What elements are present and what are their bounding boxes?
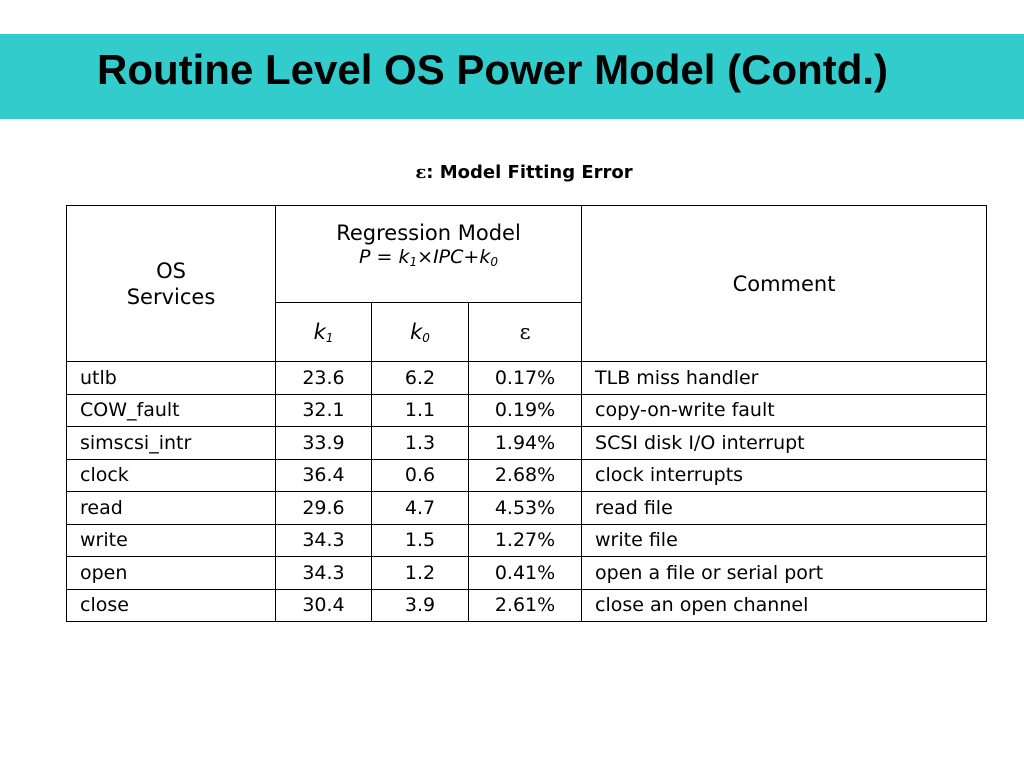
service-cell: open [67,557,276,590]
table-row [67,459,987,492]
formula-mid: ×IPC+k [417,246,491,268]
comment-cell: open a file or serial port [582,557,987,590]
service-cell: simscsi_intr [67,427,276,460]
service-cell: close [67,589,276,622]
k0-cell: 0.6 [372,459,469,492]
k0-base: k [410,319,423,344]
formula-sub-0: 0 [490,255,498,269]
k1-base: k [313,319,326,344]
k1-cell: 36.4 [276,459,372,492]
service-cell: utlb [67,362,276,395]
error-cell: 1.27% [469,524,582,557]
k0-cell: 1.2 [372,557,469,590]
error-cell: 0.41% [469,557,582,590]
k1-cell: 34.3 [276,524,372,557]
header-row-1 [67,206,987,303]
comment-cell: copy-on-write fault [582,394,987,427]
error-cell: 2.61% [469,589,582,622]
k0-cell: 1.5 [372,524,469,557]
k1-header [276,303,372,362]
k0-cell: 1.3 [372,427,469,460]
formula-prefix: P = k [359,246,410,268]
service-cell: COW_fault [67,394,276,427]
epsilon-header: ε [469,303,582,362]
table-row [67,524,987,557]
comment-cell: TLB miss handler [582,362,987,395]
slide-title: Routine Level OS Power Model (Contd.) [97,46,889,93]
table-row [67,362,987,395]
error-cell: 4.53% [469,492,582,525]
k0-sub: 0 [422,330,430,345]
comment-cell: write file [582,524,987,557]
os-services-header [67,206,276,362]
k0-cell: 6.2 [372,362,469,395]
k0-cell: 1.1 [372,394,469,427]
error-cell: 2.68% [469,459,582,492]
comment-cell: read file [582,492,987,525]
table-row [67,589,987,622]
k1-sub: 1 [325,330,334,345]
k1-cell: 34.3 [276,557,372,590]
comment-cell: clock interrupts [582,459,987,492]
os-services-line1: OS [156,258,186,283]
service-cell: write [67,524,276,557]
k1-cell: 33.9 [276,427,372,460]
os-services-line2: Services [126,284,216,309]
error-cell: 0.19% [469,394,582,427]
k1-cell: 32.1 [276,394,372,427]
formula-sub-1: 1 [409,255,418,269]
table-body [67,362,987,622]
table-row [67,557,987,590]
error-cell: 1.94% [469,427,582,460]
k0-cell: 4.7 [372,492,469,525]
k0-header [372,303,469,362]
regression-model-header [276,206,582,303]
k1-cell: 30.4 [276,589,372,622]
service-cell: clock [67,459,276,492]
regression-model-label: Regression Model [336,221,521,245]
comment-cell: close an open channel [582,589,987,622]
service-cell: read [67,492,276,525]
regression-formula [276,246,581,273]
table-row [67,492,987,525]
comment-cell: SCSI disk I/O interrupt [582,427,987,460]
table-row [67,427,987,460]
table-row [67,394,987,427]
k1-cell: 29.6 [276,492,372,525]
k0-cell: 3.9 [372,589,469,622]
k1-cell: 23.6 [276,362,372,395]
epsilon-symbol: ε [415,162,427,183]
caption-text: : Model Fitting Error [426,162,633,183]
regression-table [66,205,987,622]
comment-header: Comment [582,206,987,362]
error-cell: 0.17% [469,362,582,395]
table-caption [0,160,1024,186]
